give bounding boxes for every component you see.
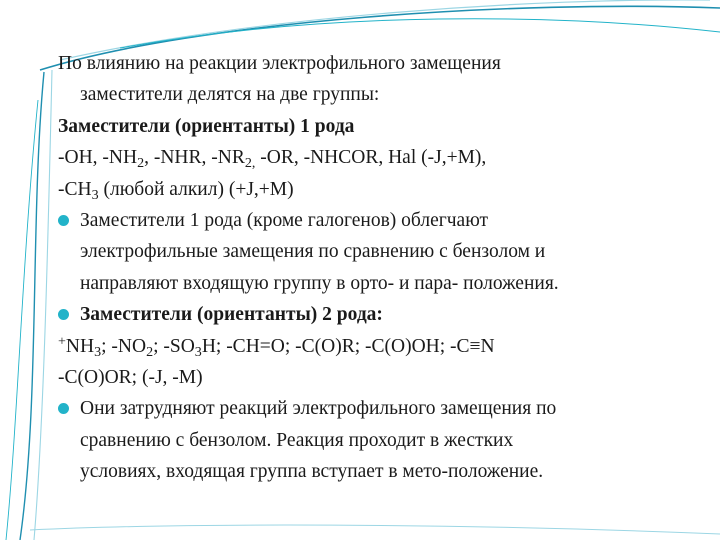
- group1-heading: Заместители (ориентанты) 1 рода: [58, 115, 355, 137]
- group1-bullet-line-2: электрофильные замещения по сравнению с бензолом и: [80, 241, 546, 263]
- swirl-arc-left-2: [34, 70, 52, 540]
- group2-bullet-line-3: условиях, входящая группа вступает в мето-положение.: [80, 461, 544, 483]
- group1-bullet-item: Заместители 1 рода (кроме галогенов) облегчают: [58, 205, 698, 236]
- bullet-dot-icon: [58, 309, 69, 320]
- slide-text-body: [58, 48, 698, 488]
- group2-substituents-line-2: -C(O)OR; (-J, -M): [58, 367, 203, 389]
- bullet-dot-icon: [58, 215, 69, 226]
- group2-bullet-line-2: сравнению с бензолом. Реакция проходит в жестких: [80, 429, 514, 451]
- intro-line-1: По влиянию на реакции электрофильного замещения: [58, 53, 501, 74]
- group1-substituents-line-2: $-CH_3$ (любой алкил) (+J,+M): [58, 178, 294, 203]
- swirl-arc-left-3: [6, 100, 38, 540]
- group2-bullet-item: Они затрудняют реакций электрофильного замещения по: [58, 393, 698, 424]
- group2-heading: Заместители (ориентанты) 2 рода:: [58, 299, 698, 330]
- swirl-arc-bottom: [30, 525, 720, 534]
- bullet-dot-icon: [58, 403, 69, 414]
- intro-line-2: заместители делятся на две группы:: [80, 84, 380, 106]
- swirl-arc-left-1: [20, 72, 44, 540]
- group1-bullet-line-3: направляют входящую группу в орто- и пара- положения.: [80, 272, 559, 294]
- group1-substituents-line-1: -OH, $-NH_2$, -NHR, $-NR_{2,}$ -OR, -NHCOR, Hal (-J,+M),: [58, 147, 487, 172]
- group2-substituents-line-1: $^+NH_3$; $-NO_2$; $-SO_3H$; -CH=O; -C(O)R; -C(O)OH; -C≡N: [58, 333, 495, 360]
